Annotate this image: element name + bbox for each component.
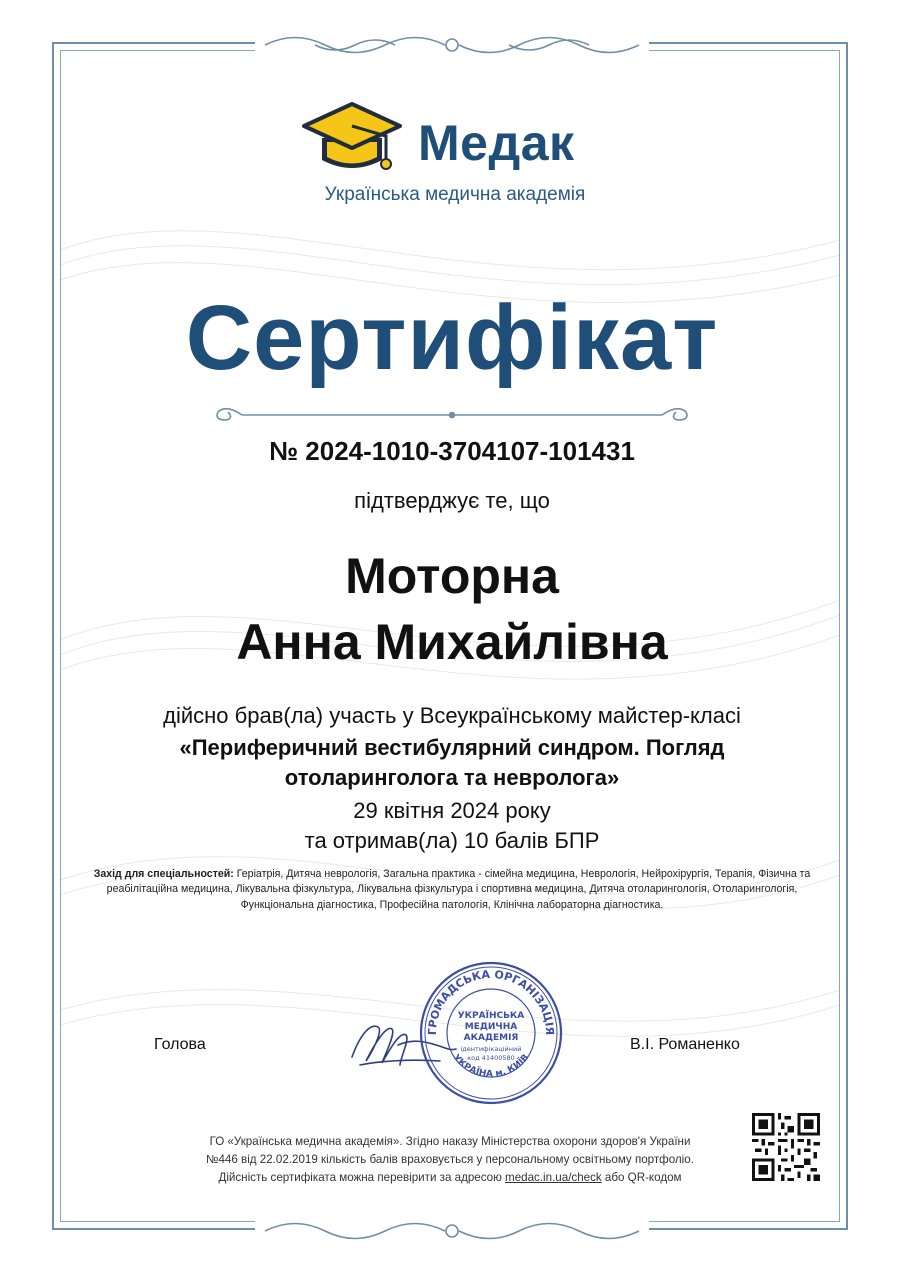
stamp-code: код 41400580 <box>467 1054 515 1062</box>
specialties-label: Захід для спеціальностей: <box>93 868 234 880</box>
graduation-cap-icon <box>300 100 404 178</box>
certificate-number: № 2024-1010-3704107-101431 <box>269 436 635 466</box>
qr-code-icon[interactable] <box>752 1113 820 1181</box>
event-date: 29 квітня 2024 року <box>353 798 551 823</box>
stamp-outer-text: ГРОМАДСЬКА ОРГАНІЗАЦІЯ <box>425 967 557 1036</box>
top-ornament <box>255 30 649 60</box>
participation-text: дійсно брав(ла) участь у Всеукраїнському майстер-класі <box>163 703 741 728</box>
stamp-id-label: ідентифікаційний <box>460 1045 522 1053</box>
confirm-text: підтверджує те, що <box>354 488 550 513</box>
footer-line-3-suffix: або QR-кодом <box>601 1170 682 1184</box>
footer-line-3 <box>100 1169 800 1187</box>
signatory-title: Голова <box>154 1036 206 1053</box>
logo-name: Медак <box>418 115 575 171</box>
certificate-title: Сертифікат <box>185 287 719 389</box>
signatory-name: В.І. Романенко <box>630 1036 740 1053</box>
specialties-list: Геріатрія, Дитяча неврологія, Загальна практика - сімейна медицина, Неврологія, Нейрохірургія, Терапія, Фізична та реабілітаційна медицина, Лікувальна фізкультура, Лікувальна фізкультура і спортивна медицина, Дитяча отоларингологія, Отоларингологія, Функціональна діагностика, Професійна патологія, Клінічна лабораторна діагностика. <box>106 868 811 911</box>
title-divider <box>212 404 692 426</box>
verification-link[interactable]: medac.in.ua/check <box>505 1170 602 1184</box>
specialties-block <box>88 867 816 913</box>
event-title: «Периферичний вестибулярний синдром. Погляд отоларинголога та невролога» <box>179 735 725 791</box>
footer-line-3-prefix: Дійсність сертифіката можна перевірити за адресою <box>218 1170 506 1184</box>
recipient-name <box>0 543 904 675</box>
organization-stamp <box>418 960 564 1106</box>
footer-line-1: ГО «Українська медична академія». Згідно наказу Міністерства охорони здоров'я України <box>209 1135 691 1148</box>
logo-subtitle: Українська медична академія <box>324 184 586 205</box>
bottom-ornament <box>255 1216 649 1246</box>
points-text: та отримав(ла) 10 балів БПР <box>304 828 600 853</box>
footer-note <box>100 1133 800 1187</box>
stamp-bottom-text: УКРАЇНА м. КИЇВ <box>450 1052 532 1080</box>
recipient-given-names: Анна Михайлівна <box>236 614 668 670</box>
stamp-center-line-1: УКРАЇНСЬКА <box>457 1011 525 1021</box>
footer-line-2: №446 від 22.02.2019 кількість балів враховується у персональному освітньому портфоліо. <box>206 1152 694 1166</box>
recipient-surname: Моторна <box>345 548 559 604</box>
stamp-center-line-3: АКАДЕМІЯ <box>463 1033 519 1043</box>
stamp-center-line-2: МЕДИЧНА <box>464 1022 518 1032</box>
